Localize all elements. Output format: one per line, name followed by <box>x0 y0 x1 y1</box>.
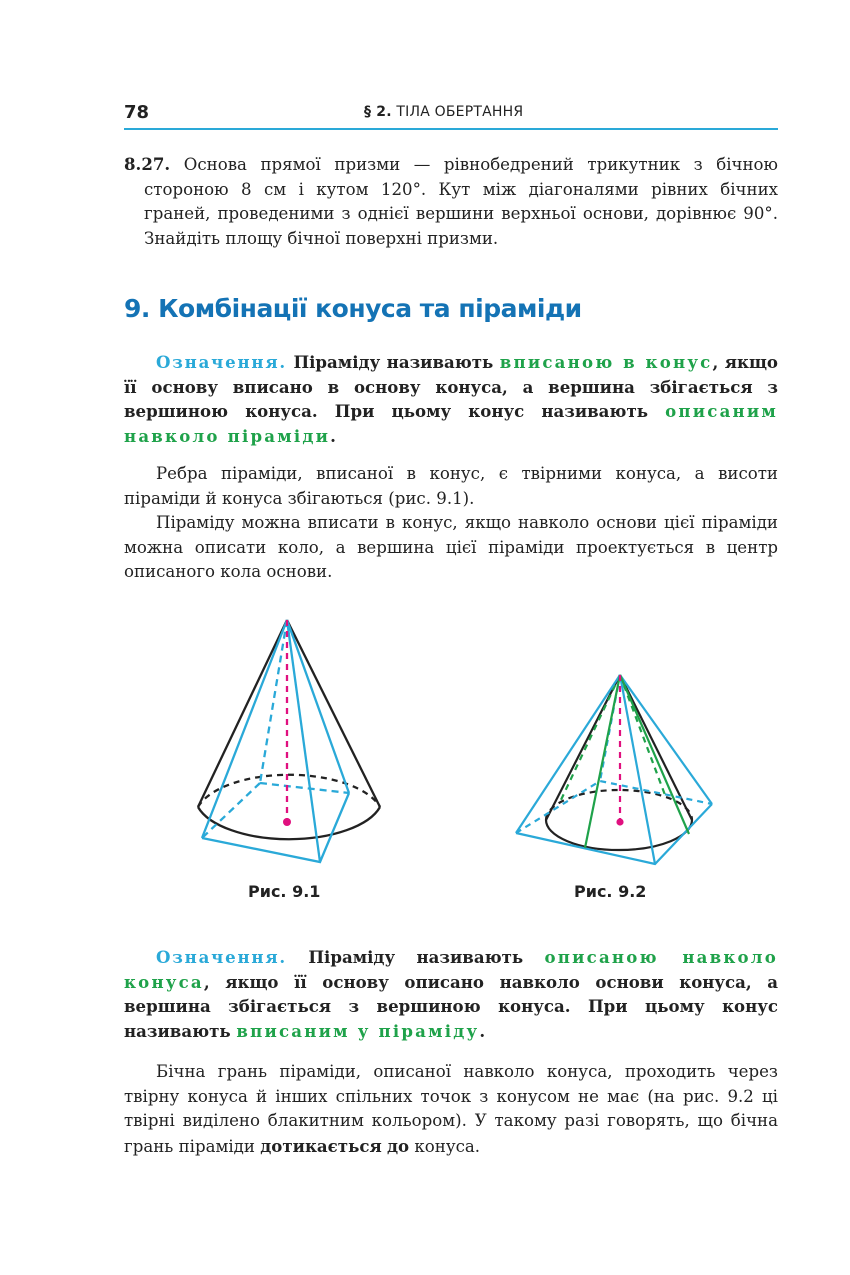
definition-text: Піраміду називають <box>286 947 545 967</box>
definition-label: Означення. <box>156 947 287 967</box>
term-to: до <box>386 1135 410 1156</box>
figure-9-2-diagram <box>505 600 725 875</box>
section-title: 9. Комбінації конуса та піраміди <box>124 294 582 323</box>
problem-text: Основа прямої призми — рівнобедрений трикутник з бічною стороною 8 см і кутом 120°. Кут між діагоналями рівних бічних граней, проведеними з однієї вершини верхньої основи, дорівнює 90°. Знайдіть площу бічної поверхні призми. <box>144 155 778 248</box>
definition-label: Означення. <box>156 352 287 372</box>
section-name: ТІЛА ОБЕРТАННЯ <box>396 104 524 120</box>
definition-text: Піраміду називають <box>286 352 500 372</box>
section-mark: § 2. <box>364 104 392 120</box>
problem-number: 8.27. <box>124 154 171 174</box>
term-inscribed-in-pyramid: вписаним у піраміду <box>236 1020 480 1041</box>
paragraph-edges: Ребра піраміди, вписаної в конус, є твірними конуса, а висоти піраміди й конуса збігаються (рис. 9.1). <box>124 464 778 508</box>
figure-9-1-diagram <box>180 600 400 875</box>
page-number: 78 <box>124 102 150 123</box>
term-touches: дотикається <box>260 1135 382 1156</box>
term-circumscribed-about-cone: описаною навколо конуса <box>124 947 778 992</box>
paragraph-tangent-face <box>124 1060 778 1159</box>
paragraph-text: конуса. <box>409 1136 481 1156</box>
figure-9-1-caption: Рис. 9.1 <box>248 882 321 901</box>
problem-8-27 <box>124 152 778 251</box>
definition-text: . <box>330 425 336 446</box>
definition-text: . <box>479 1020 486 1041</box>
paragraph-text: Бічна грань піраміди, описаної навколо конуса, проходить через твірну конуса й інших спільних точок з конусом не має (на рис. 9.2 ці твірні виділено блакитним кольором). У такому разі говорять, що бічна грань піраміди <box>124 1062 778 1156</box>
page-header <box>124 100 778 130</box>
definition-inscribed-pyramid <box>124 350 778 448</box>
running-title <box>364 104 523 120</box>
term-circumscribed-about-pyramid: описаним навколо піраміди <box>124 401 778 446</box>
definition-text: , якщо її основу описано навколо основи конуса, а вершина збігається з вершиною конуса. При цьому конус називають <box>124 971 778 1041</box>
definition-text: , якщо її основу вписано в основу конуса, а вершина збігається з вершиною конуса. При цьому конус називають <box>124 352 778 421</box>
term-inscribed-in-cone: вписаною в конус <box>499 352 713 372</box>
figure-9-2-caption: Рис. 9.2 <box>574 882 647 901</box>
definition-circumscribed-pyramid <box>124 945 778 1043</box>
paragraph-condition: Піраміду можна вписати в конус, якщо навколо основи цієї піраміди можна описати коло, а вершина цієї піраміди проектується в центр описаного кола основи. <box>124 513 778 581</box>
